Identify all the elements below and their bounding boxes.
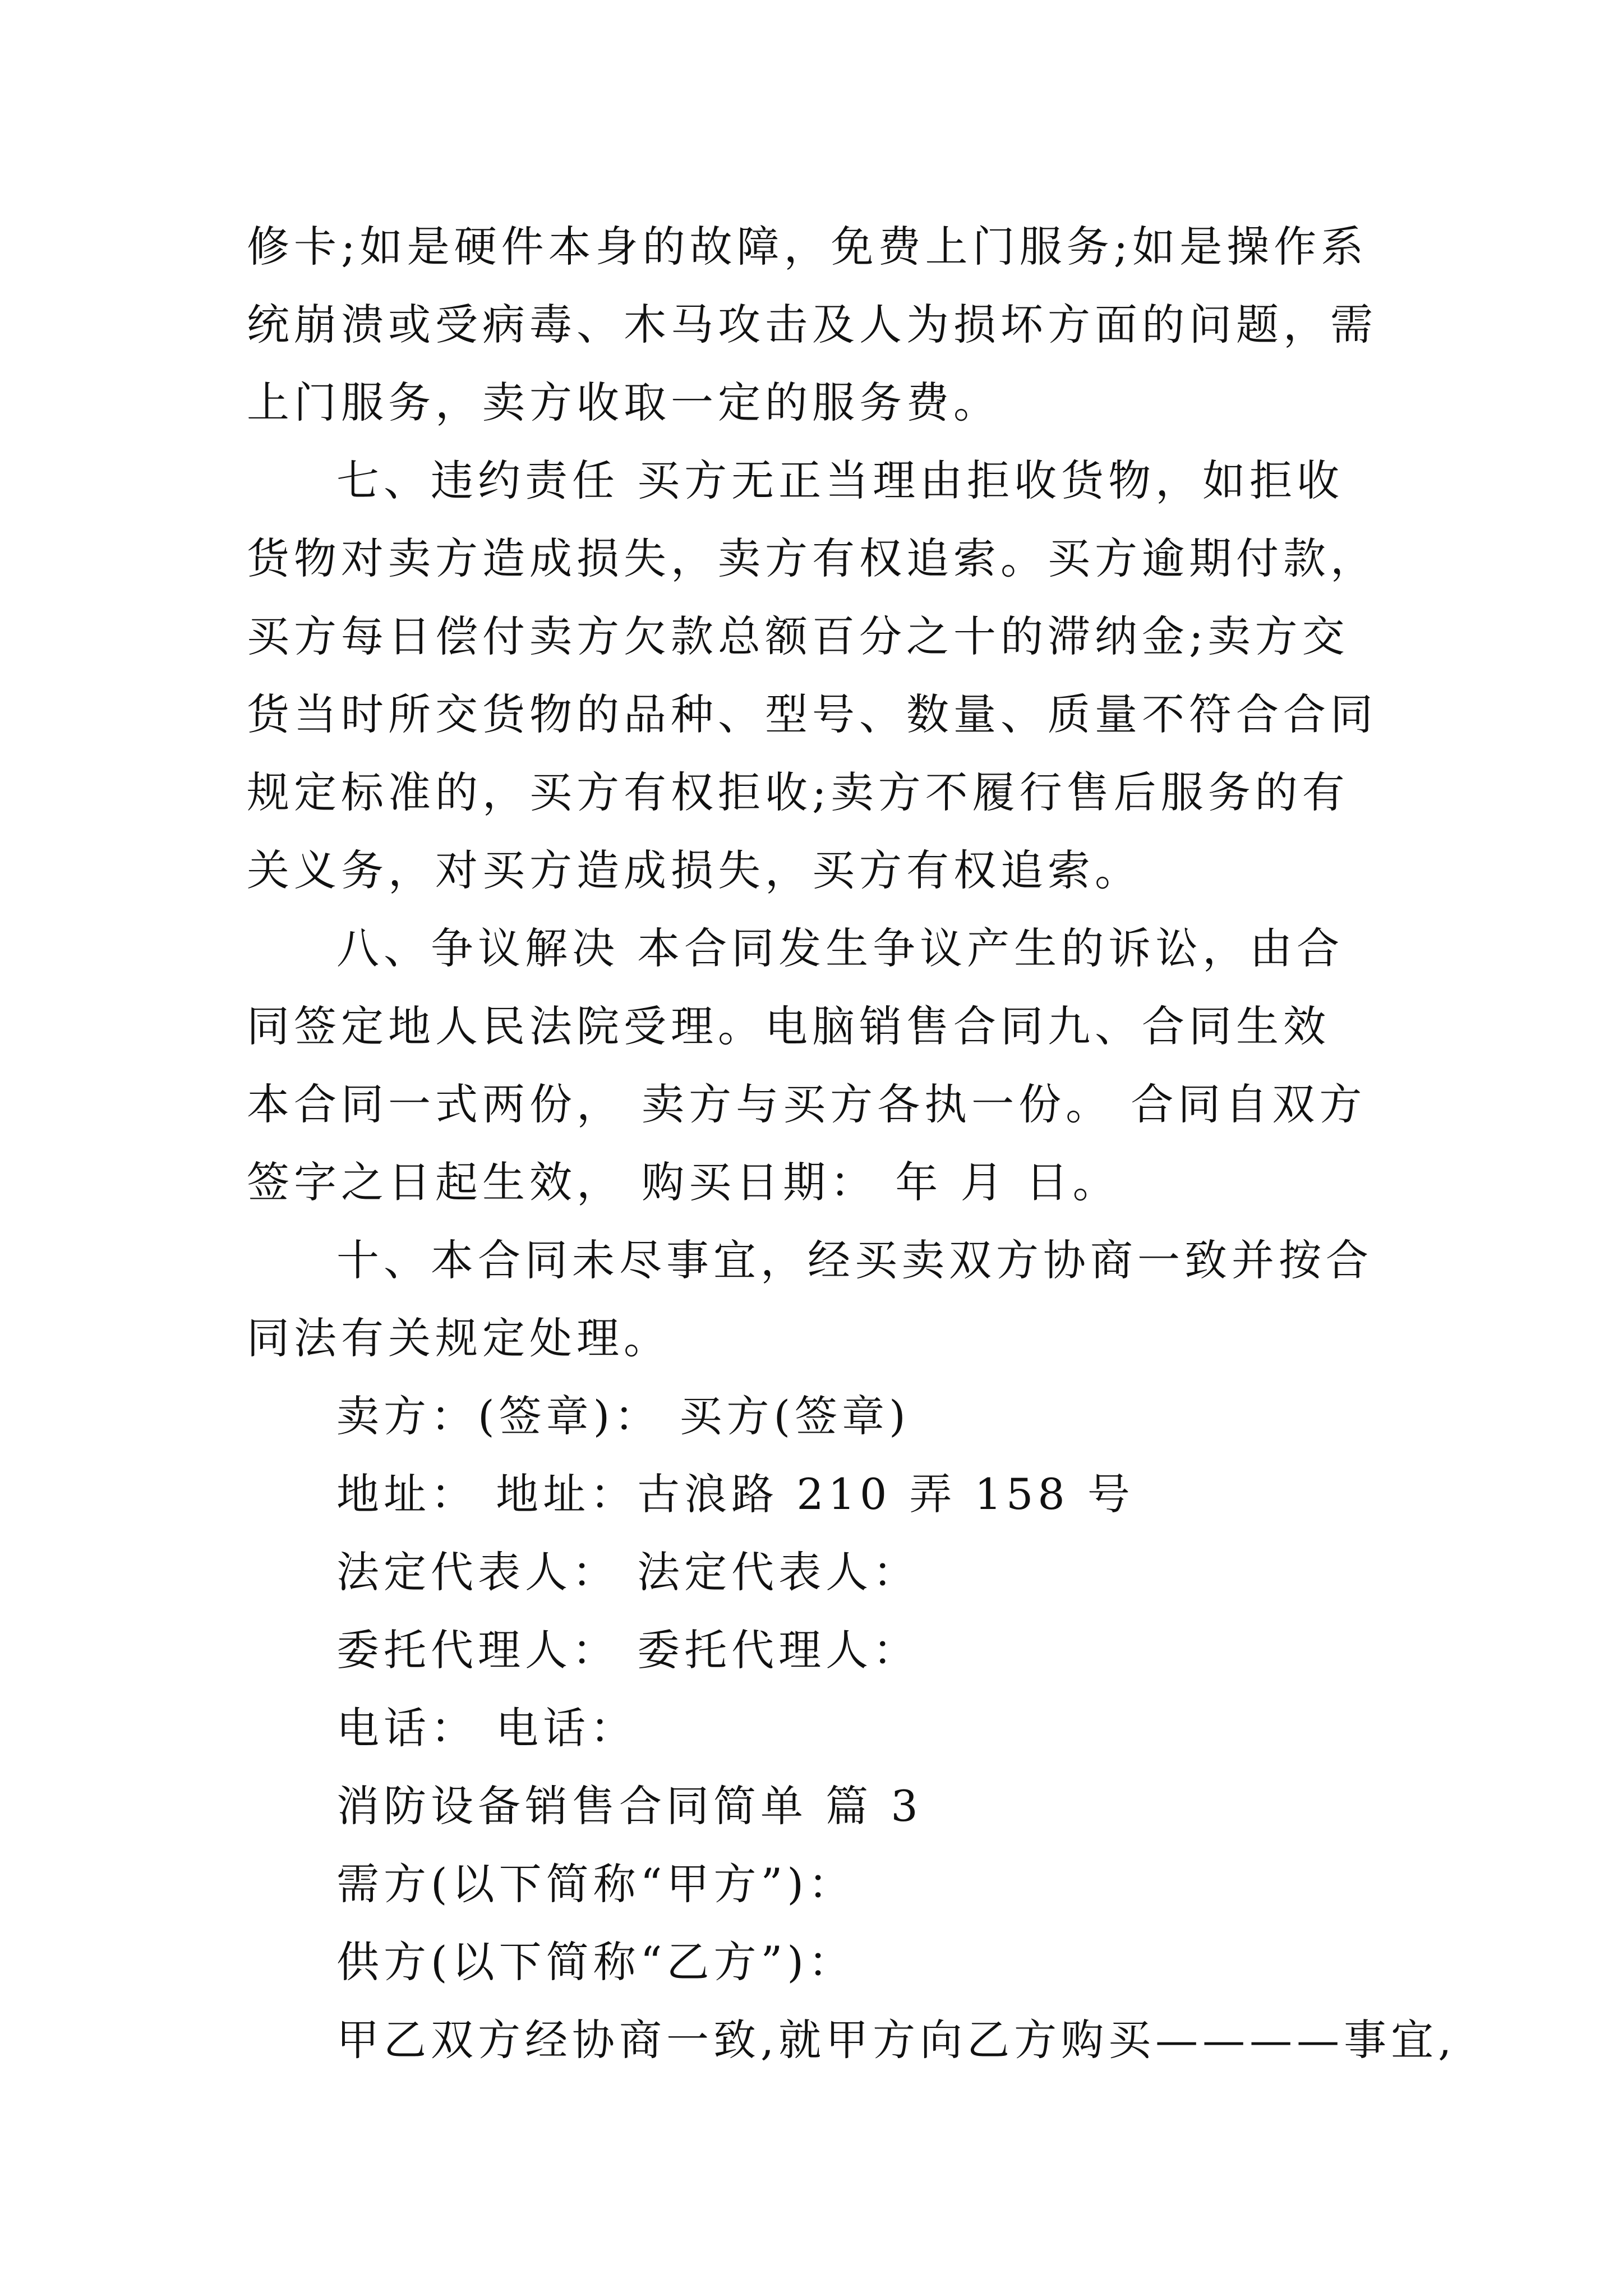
paragraph-dispute-resolution: 八、争议解决 本合同发生争议产生的诉讼，由合同签定地人民法院受理。电脑销售合同九、合同生效 本合同一式两份， 卖方与买方各执一份。 合同自双方签字之日起生效， 购买日期： 年 月 日。 <box>247 923 1367 1207</box>
party-b-line: 供方(以下简称“乙方”)： <box>336 1937 856 1987</box>
paragraph-continued: 修卡;如是硬件本身的故障，免费上门服务;如是操作系统崩溃或受病毒、木马攻击及人为损坏方面的问题，需上门服务，卖方收取一定的服务费。 <box>247 222 1377 427</box>
section-heading: 消防设备销售合同简单 篇 3 <box>336 1781 923 1831</box>
paragraph-breach-liability: 七、违约责任 买方无正当理由拒收货物，如拒收货物对卖方造成损失，卖方有权追索。买方逾期付款，买方每日偿付卖方欠款总额百分之十的滞纳金;卖方交货当时所交货物的品种、型号、数量、质量不符合合同规定标准的，买方有权拒收;卖方不履行售后服务的有关义务，对买方造成损失，买方有权追索。 <box>247 455 1377 895</box>
party-a-line: 需方(以下简称“甲方”)： <box>336 1859 856 1909</box>
paragraph-other-matters: 十、本合同未尽事宜，经买卖双方协商一致并按合同法有关规定处理。 <box>247 1235 1373 1363</box>
document-body <box>247 208 1456 2079</box>
phone-line: 电话： 电话： <box>336 1703 638 1753</box>
agreement-opening-line: 甲乙双方经协商一致,就甲方向乙方购买————事宜, <box>336 2015 1456 2065</box>
authorized-agent-line: 委托代理人： 委托代理人： <box>336 1625 920 1675</box>
signature-line-seller-buyer: 卖方：(签章)： 买方(签章) <box>336 1391 910 1441</box>
address-line: 地址： 地址：古浪路 210 弄 158 号 <box>336 1469 1135 1519</box>
legal-representative-line: 法定代表人： 法定代表人： <box>336 1547 920 1597</box>
